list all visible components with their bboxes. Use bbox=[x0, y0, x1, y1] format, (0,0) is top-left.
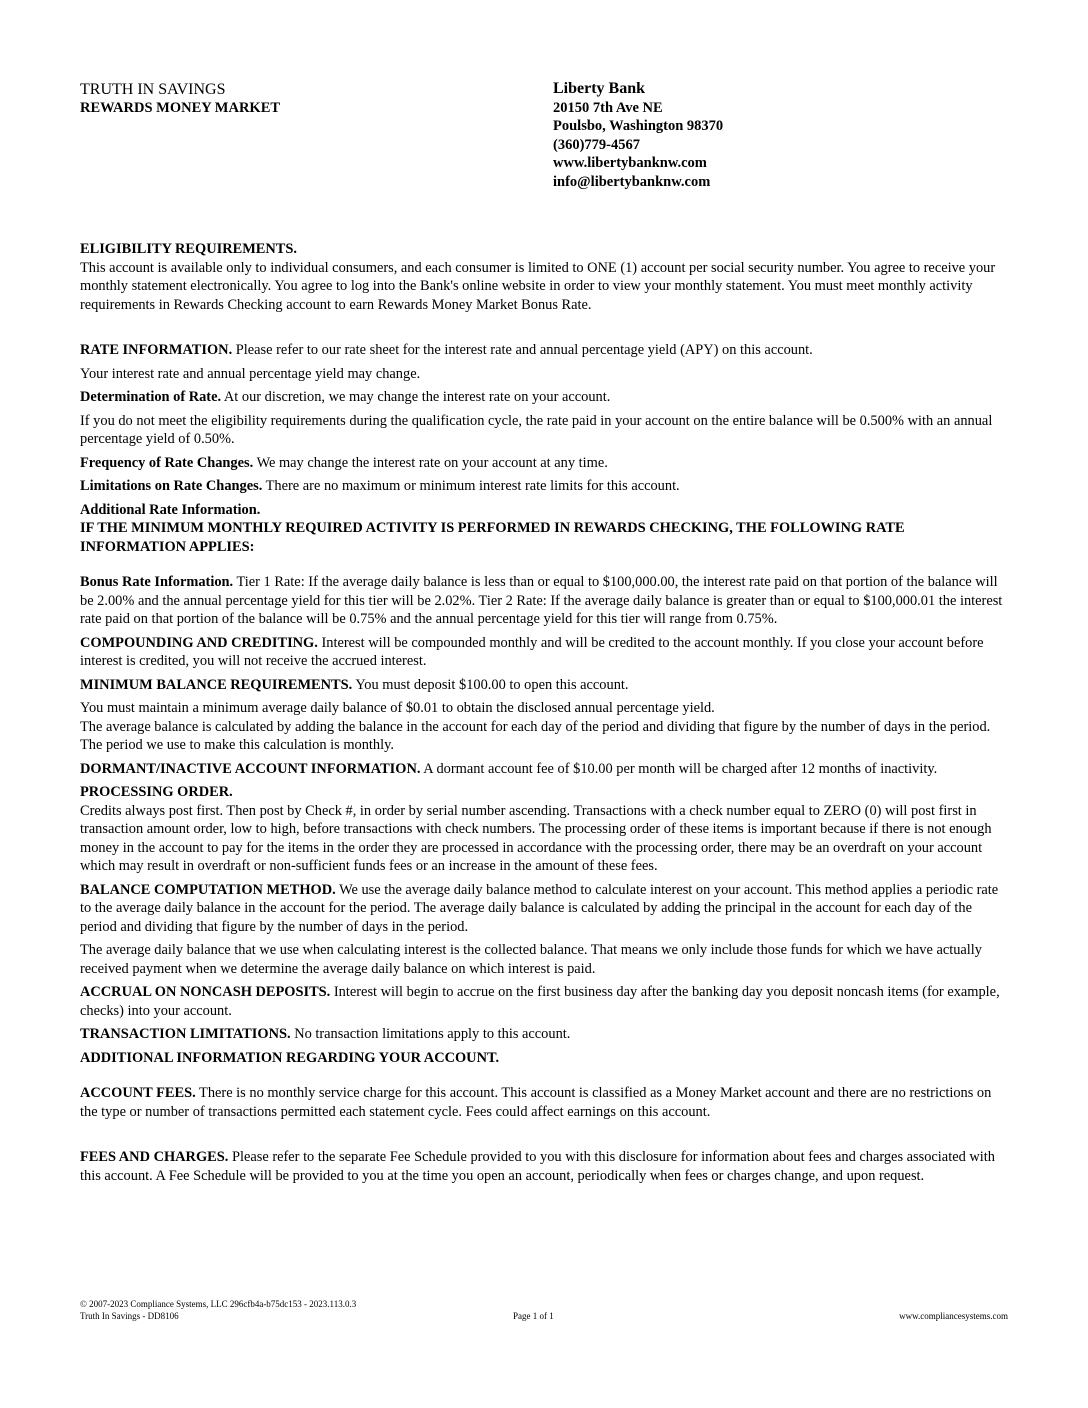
frequency-section bbox=[80, 454, 1010, 473]
rate-heading: RATE INFORMATION. bbox=[80, 342, 233, 358]
determination-section bbox=[80, 388, 1010, 407]
balance-text: We use the average daily balance method to calculate interest on your account. This method applies a periodic rate to the average daily balance in the account for the period. The average daily balance is calculated by adding the principal in the account for each day of the period and dividing that figure by the number of days in the period. bbox=[80, 881, 999, 935]
rate-change-text: Your interest rate and annual percentage yield may change. bbox=[80, 365, 421, 382]
bank-address-line1: 20150 7th Ave NE bbox=[553, 99, 663, 116]
limitations-heading: Limitations on Rate Changes. bbox=[80, 478, 263, 494]
account-fees-section bbox=[80, 1084, 1010, 1121]
eligibility-section bbox=[80, 240, 1010, 314]
document-title-block bbox=[80, 80, 280, 118]
footer-page-number: Page 1 of 1 bbox=[513, 1311, 554, 1321]
document-subtitle: REWARDS MONEY MARKET bbox=[80, 100, 281, 116]
limitations-text: There are no maximum or minimum interest rate limits for this account. bbox=[265, 478, 680, 494]
account-fees-text: There is no monthly service charge for this account. This account is classified as a Money Market account and there are no restrictions on the type or number of transactions permitted each statement cycle. Fees could affect earnings on this account. bbox=[80, 1085, 992, 1120]
additional-rate-section bbox=[80, 501, 1010, 557]
bonus-heading: Bonus Rate Information. bbox=[80, 574, 234, 590]
document-title: TRUTH IN SAVINGS bbox=[80, 81, 226, 98]
minimum-text2: You must maintain a minimum average daily balance of $0.01 to obtain the disclosed annual percentage yield. bbox=[80, 700, 715, 716]
minimum-text3: The average balance is calculated by adding the balance in the account for each day of the period and dividing that figure by the number of days in the period. The period we use to make this calculation is monthly. bbox=[80, 718, 991, 753]
determination-heading: Determination of Rate. bbox=[80, 389, 222, 405]
fees-text: Please refer to the separate Fee Schedule provided to you with this disclosure for information about fees and charges associated with this account. A Fee Schedule will be provided to you at the time you open an account, periodically when fees or charges change, and upon request. bbox=[80, 1149, 995, 1184]
minimum-text: You must deposit $100.00 to open this account. bbox=[355, 676, 629, 693]
dormant-heading: DORMANT/INACTIVE ACCOUNT INFORMATION. bbox=[80, 760, 421, 777]
footer-copyright: © 2007-2023 Compliance Systems, LLC 296cfb4a-b75dc153 - 2023.113.0.3 bbox=[80, 1299, 357, 1309]
processing-section bbox=[80, 783, 1010, 876]
rate-text: Please refer to our rate sheet for the interest rate and annual percentage yield (APY) on this account. bbox=[235, 342, 813, 358]
additional-rate-caps: IF THE MINIMUM MONTHLY REQUIRED ACTIVITY IS PERFORMED IN REWARDS CHECKING, THE FOLLOWING RATE INFORMATION APPLIES: bbox=[80, 520, 905, 555]
compounding-text: Interest will be compounded monthly and will be credited to the account monthly. If you close your account before interest is credited, you will not receive the accrued interest. bbox=[80, 634, 984, 669]
eligibility-heading: ELIGIBILITY REQUIREMENTS. bbox=[80, 241, 297, 257]
minimum-heading: MINIMUM BALANCE REQUIREMENTS. bbox=[80, 676, 353, 693]
eligibility-text: This account is available only to individual consumers, and each consumer is limited to ONE (1) account per social security number. You agree to receive your monthly statement electronically. You agree to log into the Bank's online website in order to view your monthly statement. You must meet monthly activity requirements in Rewards Checking account to earn Rewards Money Market Bonus Rate. bbox=[80, 259, 996, 313]
bank-phone: (360)779-4567 bbox=[553, 136, 640, 153]
accrual-heading: ACCRUAL ON NONCASH DEPOSITS. bbox=[80, 984, 331, 1000]
bonus-section bbox=[80, 573, 1010, 629]
dormant-text: A dormant account fee of $10.00 per month will be charged after 12 months of inactivity. bbox=[423, 760, 938, 777]
bank-name: Liberty Bank bbox=[553, 80, 646, 97]
bank-contact-block bbox=[553, 80, 723, 191]
balance-text2: The average daily balance that we use when calculating interest is the collected balance. That means we only include those funds for which we have actually received payment when we determine the average daily balance on which interest is paid. bbox=[80, 942, 982, 977]
accrual-text: Interest will begin to accrue on the first business day after the banking day you deposit noncash items (for example, checks) into your account. bbox=[80, 984, 1000, 1019]
account-fees-heading: ACCOUNT FEES. bbox=[80, 1085, 196, 1101]
document-body bbox=[80, 240, 1010, 1190]
bank-email: info@libertybanknw.com bbox=[553, 173, 711, 190]
frequency-heading: Frequency of Rate Changes. bbox=[80, 454, 254, 471]
minimum-balance-details bbox=[80, 699, 1010, 755]
limitations-section bbox=[80, 477, 1010, 496]
transaction-text: No transaction limitations apply to this account. bbox=[294, 1026, 571, 1042]
bank-address-line2: Poulsbo, Washington 98370 bbox=[553, 118, 724, 134]
additional-rate-heading: Additional Rate Information. bbox=[80, 501, 261, 518]
balance-heading: BALANCE COMPUTATION METHOD. bbox=[80, 881, 336, 898]
accrual-section bbox=[80, 983, 1010, 1020]
balance-section bbox=[80, 881, 1010, 937]
frequency-text: We may change the interest rate on your account at any time. bbox=[256, 454, 608, 471]
eligibility-fail-text: If you do not meet the eligibility requirements during the qualification cycle, the rate paid in your account on the entire balance will be 0.500% with an annual percentage yield of 0.50%. bbox=[80, 412, 993, 447]
minimum-balance-section bbox=[80, 676, 1010, 695]
fees-section bbox=[80, 1148, 1010, 1185]
additional-info-heading: ADDITIONAL INFORMATION REGARDING YOUR ACCOUNT. bbox=[80, 1049, 500, 1066]
processing-heading: PROCESSING ORDER. bbox=[80, 784, 233, 800]
determination-text: At our discretion, we may change the interest rate on your account. bbox=[223, 389, 611, 405]
footer-website: www.compliancesystems.com bbox=[899, 1311, 1008, 1321]
bonus-text: Tier 1 Rate: If the average daily balance is less than or equal to $100,000.00, the interest rate paid on that portion of the balance will be 2.00% and the annual percentage yield for this tier will be 2.02%. Tier 2 Rate: If the average daily balance is greater than or equal to $100,000.01 the interest rate paid on that portion of the balance will be 0.75% and the annual percentage yield for this tier will range from 0.75%. bbox=[80, 574, 1003, 627]
rate-section bbox=[80, 341, 1010, 360]
fees-heading: FEES AND CHARGES. bbox=[80, 1149, 229, 1165]
processing-text: Credits always post first. Then post by Check #, in order by serial number ascending. Transactions with a check number equal to ZERO (0) will post first in transaction amount order, low to high, before transactions with check numbers. The processing order of these items is important because if there is not enough money in the account to pay for the items in the order they are processed in accordance with the processing order, there may be an overdraft on your account which may result in overdraft or non-sufficient funds fees or an increase in the amount of these fees. bbox=[80, 802, 992, 874]
footer-form-name: Truth In Savings - DD8106 bbox=[80, 1311, 179, 1321]
dormant-section bbox=[80, 760, 1010, 779]
transaction-section bbox=[80, 1025, 1010, 1044]
footer-left bbox=[80, 1298, 356, 1322]
transaction-heading: TRANSACTION LIMITATIONS. bbox=[80, 1026, 291, 1042]
compounding-section bbox=[80, 634, 1010, 671]
bank-website: www.libertybanknw.com bbox=[553, 155, 707, 171]
compounding-heading: COMPOUNDING AND CREDITING. bbox=[80, 634, 318, 651]
